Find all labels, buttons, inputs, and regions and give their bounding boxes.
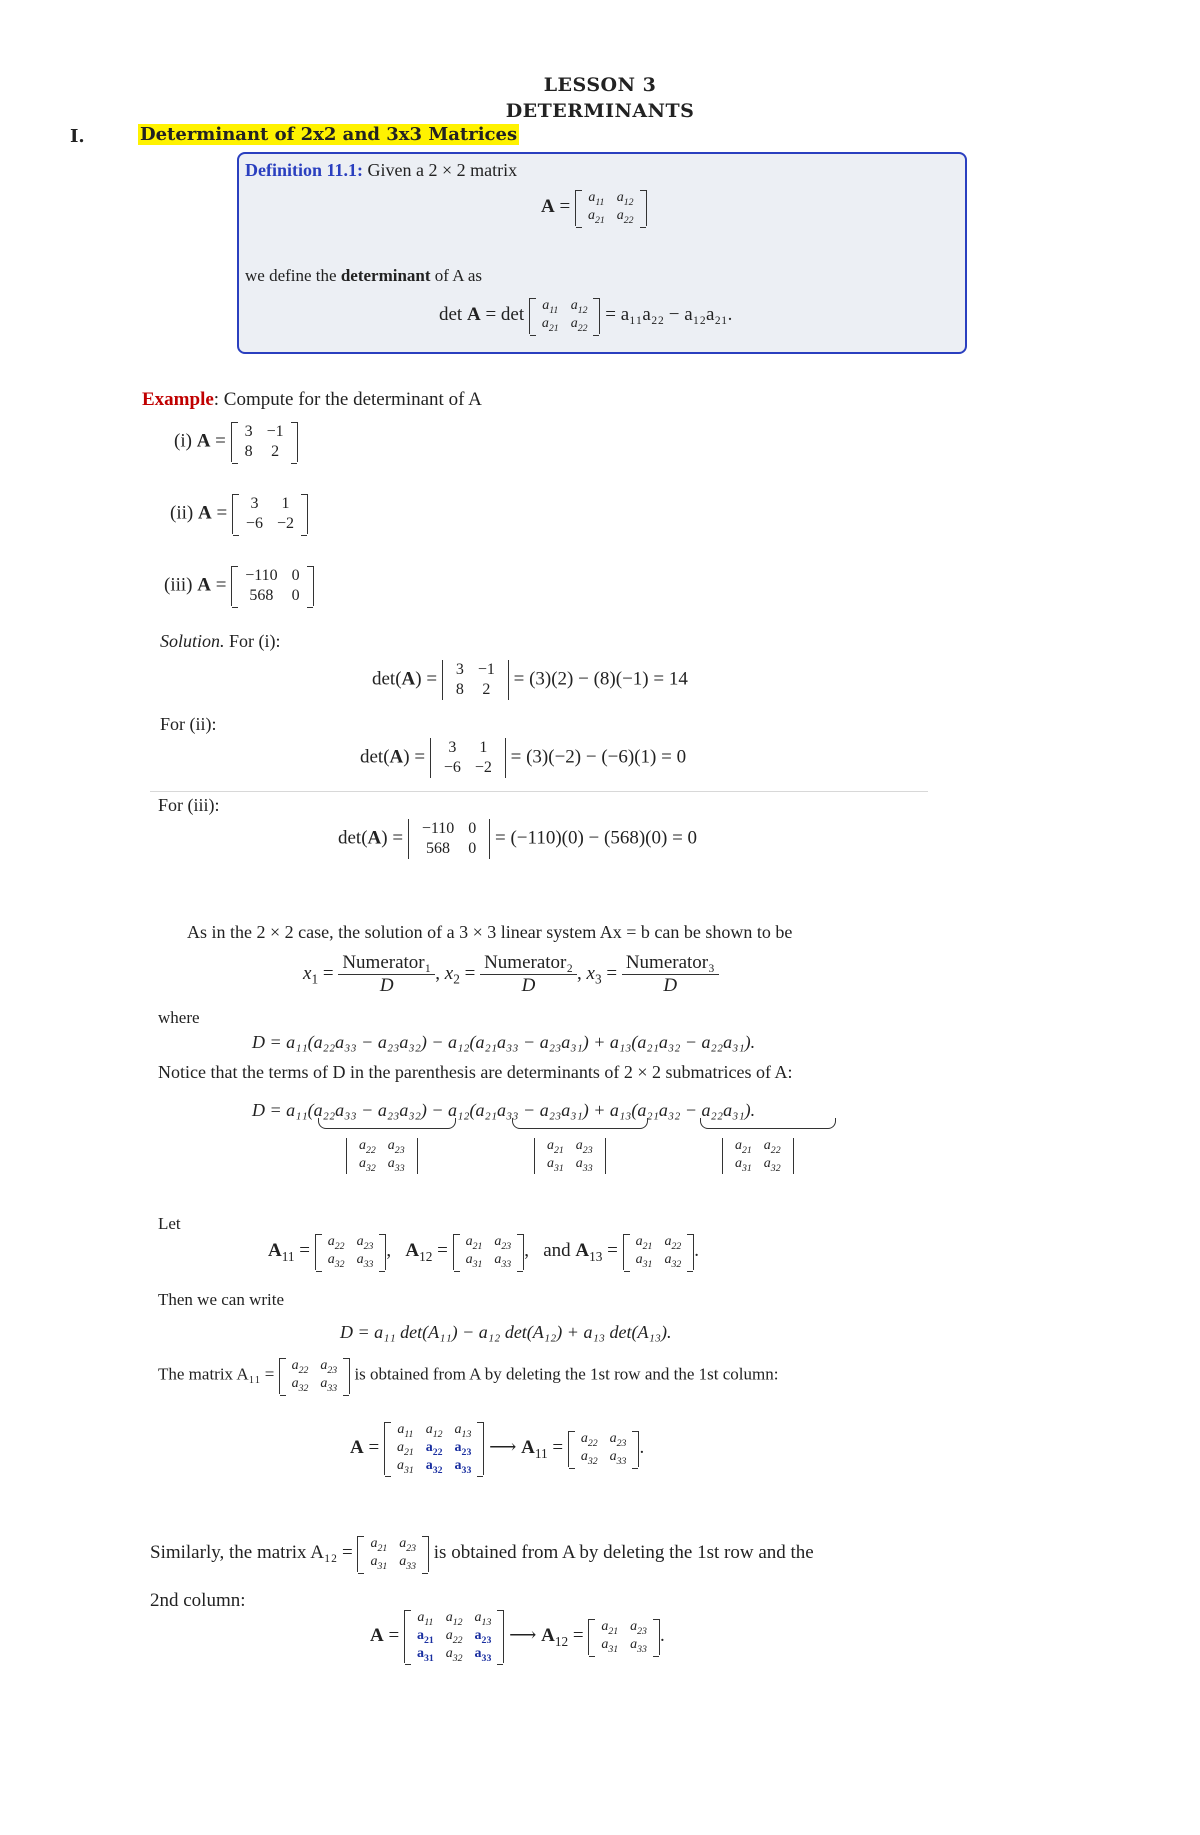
- define-suffix: of A as: [434, 266, 483, 285]
- matrix-cell: 568: [249, 587, 274, 604]
- underbrace: [318, 1118, 456, 1129]
- definition-label: Definition 11.1:: [245, 160, 364, 180]
- matrix-cell: −6: [245, 515, 263, 532]
- matrix-cell: 568: [426, 840, 451, 857]
- definition-intro-text: Given a 2 × 2 matrix: [367, 160, 518, 180]
- solution-ii-formula: det(A) = 3 1 −6 −2 = (3)(−2) − (−6)(1) = 0: [360, 739, 687, 776]
- matrix-cell: 0: [291, 587, 300, 604]
- item-tag: (i): [174, 430, 192, 452]
- matrix-cell: −2: [474, 759, 492, 776]
- denominator: D: [663, 975, 678, 996]
- example-heading: [142, 389, 482, 411]
- definition-box: [237, 152, 967, 354]
- let-label: Let: [158, 1214, 181, 1233]
- a12-sentence: Similarly, the matrix A₁₂ = $a_{21}$ $a_{23}$ $a_{31}$ $a_{33}$ is obtained from A by deleting the 1st row and the: [150, 1536, 814, 1572]
- matrix-cell: −110: [245, 567, 278, 584]
- definition-intro: [245, 160, 517, 181]
- example-item-iii: (iii) A = −110 0 568 0: [164, 566, 314, 606]
- item-tag: (iii): [164, 574, 193, 596]
- submatrices-definition: $A_{11}$ = $a_{22}$ $a_{23}$ $a_{32}$ $a_{33}$ , $A_{12}$ = $a_{21}$ $a_{23}$ $a_{31}$ $a_{33}$ , and $A_{13}$ = $a_{21}$ $a_{22}$ $a_{31}$ $a_{32}$ .: [268, 1234, 699, 1270]
- section-title: Determinant of 2x2 and 3x3 Matrices: [140, 124, 518, 145]
- submatrix-det-13: $a_{21}$ $a_{22}$ $a_{31}$ $a_{32}$: [722, 1138, 794, 1174]
- cofactor-expansion: D = a₁₁ det(A₁₁) − a₁₂ det(A₁₂) + a₁₃ det(A₁₃).: [340, 1322, 672, 1342]
- example-item-i: (i) A = 3 −1 8 2: [174, 422, 298, 462]
- solution-i-formula: det(A) = 3 −1 8 2 = (3)(2) − (8)(−1) = 14: [372, 661, 688, 698]
- matrix-cell: 8: [244, 443, 253, 460]
- submatrix-det-11: $a_{22}$ $a_{23}$ $a_{32}$ $a_{33}$: [346, 1138, 418, 1174]
- solution-ii-result: = (3)(−2) − (−6)(1) = 0: [510, 746, 687, 768]
- matrix-cell: −1: [477, 661, 495, 678]
- matrix-cell: 1: [281, 495, 290, 512]
- define-term: determinant: [340, 266, 431, 285]
- matrix-cell: 2: [482, 681, 491, 698]
- matrix-cell: 0: [291, 567, 300, 584]
- matrix-cell: 0: [468, 820, 477, 837]
- matrix-cell: −2: [276, 515, 294, 532]
- solution-for-iii: For (iii):: [158, 795, 220, 815]
- a12-text-post: is obtained from A by deleting the 1st row and the: [433, 1542, 814, 1564]
- cramer-intro: As in the 2 × 2 case, the solution of a 3 × 3 linear system Ax = b can be shown to be: [187, 922, 793, 942]
- a12-deletion-diagram: A = $a_{11}$ $a_{12}$ $a_{13}$ $a_{21}$ $a_{22}$ $a_{23}$ $a_{31}$ $a_{32}$ $a_{33}$ ⟶ $A_{12}$ = $a_{21}$ $a_{23}$ $a_{31}$ $a_{33}$ .: [370, 1610, 665, 1664]
- matrix-cell: 8: [455, 681, 464, 698]
- lesson-number: LESSON 3: [543, 74, 657, 96]
- matrix-cell: 3: [250, 495, 259, 512]
- numerator-1: Numerator₁: [338, 952, 435, 975]
- matrix-cell: −110: [421, 820, 455, 837]
- matrix-cell: 3: [455, 661, 464, 678]
- matrix-cell: 3: [244, 423, 253, 440]
- numerator-2: Numerator₂: [480, 952, 577, 975]
- matrix-cell: 2: [271, 443, 280, 460]
- underbrace: [512, 1118, 648, 1129]
- section-number: I.: [70, 126, 85, 147]
- solution-i-result: = (3)(2) − (8)(−1) = 14: [513, 668, 688, 690]
- numerator-3: Numerator₃: [622, 952, 719, 975]
- solution-for-ii: For (ii):: [160, 714, 217, 734]
- divider: [150, 791, 928, 792]
- definition-matrix: A = $a_{11}$ $a_{12}$ $a_{21}$ $a_{22}$: [541, 190, 647, 226]
- a11-text-pre: The matrix A₁₁ =: [158, 1364, 275, 1384]
- definition-formula-tail: = a₁₁a₂₂ − a₁₂a₂₁.: [605, 304, 733, 326]
- then-text: Then we can write: [158, 1290, 285, 1309]
- cramer-solutions: $x_1$ = $\frac{\text{Numerator₁}}{D}$ , $x_2$ = $\frac{\text{Numerator₂}}{D}$ , $x_3$ = $\frac{\text{Numerator₃}}{D}$: [303, 952, 719, 997]
- solution-for-i: For (i):: [229, 631, 281, 651]
- lesson-topic: DETERMINANTS: [505, 100, 695, 122]
- matrix-cell: 3: [448, 739, 457, 756]
- definition-statement: [245, 266, 482, 286]
- notice-text: Notice that the terms of D in the parenthesis are determinants of 2 × 2 submatrices of A:: [158, 1062, 793, 1082]
- matrix-cell: −1: [266, 423, 284, 440]
- item-tag: (ii): [170, 502, 194, 524]
- D-formula: D = a₁₁(a₂₂a₃₃ − a₂₃a₃₂) − a₁₂(a₂₁a₃₃ − a₂₃a₃₁) + a₁₃(a₂₁a₃₂ − a₂₂a₃₁).: [252, 1032, 756, 1052]
- matrix-cell: −6: [443, 759, 461, 776]
- solution-label: Solution.: [160, 631, 225, 651]
- underbrace: [700, 1118, 836, 1129]
- and-word: and: [543, 1240, 571, 1262]
- define-prefix: we define the: [245, 266, 337, 285]
- definition-formula: det A = det $a_{11}$ $a_{12}$ $a_{21}$ $a_{22}$ = a₁₁a₂₂ − a₁₂a₂₁.: [439, 298, 733, 334]
- solution-iii-result: = (−110)(0) − (568)(0) = 0: [495, 827, 698, 849]
- solution-heading: [160, 631, 281, 652]
- example-item-ii: (ii) A = 3 1 −6 −2: [170, 494, 308, 534]
- a12-text-pre: Similarly, the matrix A₁₂ =: [150, 1542, 353, 1564]
- denominator: D: [379, 975, 394, 996]
- a11-text-post: is obtained from A by deleting the 1st row and the 1st column:: [354, 1364, 779, 1384]
- example-label: Example: [142, 389, 214, 410]
- matrix-cell: 0: [468, 840, 477, 857]
- a11-deletion-diagram: A = $a_{11}$ $a_{12}$ $a_{13}$ $a_{21}$ $a_{22}$ $a_{23}$ $a_{31}$ $a_{32}$ $a_{33}$ ⟶ $A_{11}$ = $a_{22}$ $a_{23}$ $a_{32}$ $a_{33}$ .: [350, 1422, 645, 1476]
- submatrix-det-12: $a_{21}$ $a_{23}$ $a_{31}$ $a_{33}$: [534, 1138, 606, 1174]
- denominator: D: [521, 975, 536, 996]
- where-label: where: [158, 1008, 200, 1027]
- solution-iii-formula: det(A) = −110 0 568 0 = (−110)(0) − (568)(0) = 0: [338, 820, 698, 857]
- a12-sentence-line2: 2nd column:: [150, 1590, 246, 1611]
- example-prompt: : Compute for the determinant of A: [213, 389, 482, 410]
- D-formula-braced: D = a₁₁(a₂₂a₃₃ − a₂₃a₃₂) − a₁₂(a₂₁a₃₃ − a₂₃a₃₁) + a₁₃(a₂₁a₃₂ − a₂₂a₃₁).: [252, 1100, 756, 1120]
- a11-sentence: The matrix A₁₁ = $a_{22}$ $a_{23}$ $a_{32}$ $a_{33}$ is obtained from A by deleting the 1st row and the 1st column:: [158, 1358, 779, 1394]
- matrix-cell: 1: [479, 739, 488, 756]
